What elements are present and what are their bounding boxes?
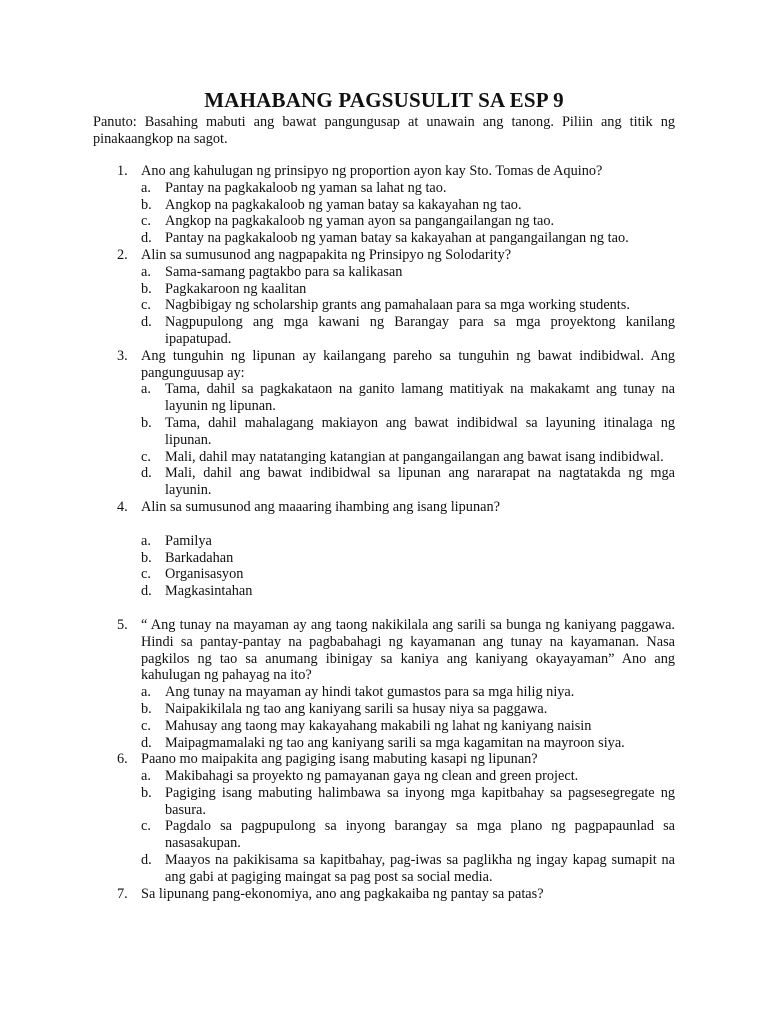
- choice-letter: d.: [141, 734, 152, 751]
- choice-list: [141, 533, 675, 600]
- question-number: 2.: [117, 246, 128, 263]
- choice-text: Mali, dahil may natatanging katangian at pangangailangan ang bawat isang indibidwal.: [165, 448, 664, 465]
- choice-item: [141, 550, 675, 567]
- choice-item: [141, 230, 675, 247]
- choice-text: Barkadahan: [165, 549, 234, 566]
- choice-letter: a.: [141, 179, 151, 196]
- choice-letter: c.: [141, 448, 151, 465]
- choice-item: [141, 465, 675, 499]
- choice-item: [141, 684, 675, 701]
- choice-letter: b.: [141, 700, 152, 717]
- question-item: [0, 751, 768, 885]
- choice-text: Mahusay ang taong may kakayahang makabili ng lahat ng kaniyang naisin: [165, 717, 592, 734]
- question-item: [0, 348, 768, 499]
- choice-list: [141, 180, 675, 247]
- choice-item: [141, 197, 675, 214]
- choice-letter: d.: [141, 314, 152, 331]
- choice-letter: b.: [141, 196, 152, 213]
- choice-letter: b.: [141, 784, 152, 801]
- choice-letter: c.: [141, 213, 151, 230]
- choice-item: [141, 852, 675, 886]
- choice-letter: d.: [141, 583, 152, 600]
- choice-text: Sama-samang pagtakbo para sa kalikasan: [165, 263, 403, 280]
- choice-item: [141, 264, 675, 281]
- choice-letter: a.: [141, 684, 151, 701]
- choice-item: [141, 701, 675, 718]
- choice-letter: d.: [141, 465, 152, 482]
- choice-text: Pantay na pagkakaloob ng yaman sa lahat ng tao.: [165, 179, 447, 196]
- choice-letter: b.: [141, 414, 152, 431]
- question-text: Alin sa sumusunod ang nagpapakita ng Prinsipyo ng Solodarity?: [141, 246, 512, 263]
- choice-item: [141, 768, 675, 785]
- choice-text: Angkop na pagkakaloob ng yaman ayon sa pangangailangan ng tao.: [165, 213, 555, 230]
- choice-item: [141, 583, 675, 600]
- choice-text: Tama, dahil mahalagang makiayon ang bawat indibidwal sa layuning itinalaga ng lipunan.: [165, 414, 675, 448]
- choice-item: [141, 449, 675, 466]
- question-text: Alin sa sumusunod ang maaaring ihambing ang isang lipunan?: [141, 498, 500, 515]
- choice-item: [141, 818, 675, 852]
- choice-text: Tama, dahil sa pagkakataon na ganito lamang matitiyak na makakamt ang tunay na layunin ng lipunan.: [165, 381, 675, 415]
- question-number: 6.: [117, 751, 128, 768]
- choice-text: Maayos na pakikisama sa kapitbahay, pag-iwas sa paglikha ng ingay kapag sumapit na ang gabi at pagiging maingat sa pag post sa social media.: [165, 852, 675, 885]
- question-text: Sa lipunang pang-ekonomiya, ano ang pagkakaiba ng pantay sa patas?: [141, 885, 544, 902]
- choice-text: Pagdalo sa pagpupulong sa inyong barangay sa mga plano ng pagpapaunlad sa nasasakupan.: [165, 818, 675, 852]
- question-item: [0, 499, 768, 600]
- question-text: Ang tunguhin ng lipunan ay kailangang pareho sa tunguhin ng bawat indibidwal. Ang pangunguusap ay:: [141, 347, 675, 381]
- question-item: [0, 886, 768, 903]
- choice-text: Pamilya: [165, 532, 212, 549]
- choice-list: [141, 768, 675, 886]
- question-item: [0, 617, 768, 751]
- choice-item: [141, 180, 675, 197]
- choice-text: Nagbibigay ng scholarship grants ang pamahalaan para sa mga working students.: [165, 297, 630, 314]
- choice-list: [141, 264, 675, 348]
- question-item: [0, 163, 768, 247]
- choice-item: [141, 718, 675, 735]
- choice-text: Maipagmamalaki ng tao ang kaniyang sarili sa mga kagamitan na mayroon siya.: [165, 734, 625, 751]
- instructions: Panuto: Basahing mabuti ang bawat pangungusap at unawain ang tanong. Piliin ang titik ng pinakaangkop na sagot.: [93, 114, 675, 147]
- choice-item: [141, 533, 675, 550]
- choice-item: [141, 213, 675, 230]
- choice-text: Makibahagi sa proyekto ng pamayanan gaya ng clean and green project.: [165, 768, 579, 785]
- choice-text: Nagpupulong ang mga kawani ng Barangay para sa mga proyektong kanilang ipapatupad.: [165, 314, 675, 347]
- choice-item: [141, 314, 675, 348]
- choice-text: Mali, dahil ang bawat indibidwal sa lipunan ang nararapat na nagtatakda ng mga layunin.: [165, 465, 675, 499]
- choice-item: [141, 735, 675, 752]
- question-number: 1.: [117, 163, 128, 179]
- choice-text: Pagkakaroon ng kaalitan: [165, 280, 307, 297]
- question-number: 5.: [117, 616, 128, 633]
- question-text: Ano ang kahulugan ng prinsipyo ng proportion ayon kay Sto. Tomas de Aquino?: [141, 163, 603, 179]
- choice-text: Pantay na pagkakaloob ng yaman batay sa kakayahan at pangangailangan ng tao.: [165, 230, 629, 247]
- question-text: “ Ang tunay na mayaman ay ang taong nakikilala ang sarili sa bunga ng kaniyang paggawa. Hindi sa pantay-pantay na pagbabahagi ng kayamanan ang tunay na kayamanan. Nasa pagkilos ng tao sa anumang ibinigay sa kaniya ang kaniyang okayayaman” Ano ang kahulugan ng pahayag na ito?: [141, 616, 675, 684]
- choice-letter: a.: [141, 768, 151, 785]
- choice-text: Angkop na pagkakaloob ng yaman batay sa kakayahan ng tao.: [165, 196, 522, 213]
- choice-letter: a.: [141, 263, 151, 280]
- choice-letter: c.: [141, 566, 151, 583]
- question-number: 4.: [117, 498, 128, 515]
- choice-item: [141, 415, 675, 449]
- choice-item: [141, 297, 675, 314]
- choice-text: Naipakikilala ng tao ang kaniyang sarili sa husay niya sa paggawa.: [165, 700, 548, 717]
- question-number: 3.: [117, 347, 128, 364]
- choice-letter: b.: [141, 280, 152, 297]
- choice-item: [141, 566, 675, 583]
- choice-letter: a.: [141, 532, 151, 549]
- choice-item: [141, 381, 675, 415]
- choice-text: Ang tunay na mayaman ay hindi takot gumastos para sa mga hilig niya.: [165, 684, 575, 701]
- question-item: [0, 247, 768, 348]
- choice-letter: d.: [141, 230, 152, 247]
- choice-letter: c.: [141, 818, 151, 835]
- choice-letter: b.: [141, 549, 152, 566]
- choice-letter: c.: [141, 717, 151, 734]
- choice-text: Magkasintahan: [165, 583, 253, 600]
- question-text: Paano mo maipakita ang pagiging isang mabuting kasapi ng lipunan?: [141, 751, 538, 768]
- document-title: MAHABANG PAGSUSULIT SA ESP 9: [204, 88, 564, 112]
- choice-item: [141, 785, 675, 819]
- choice-list: [141, 684, 675, 751]
- choice-letter: c.: [141, 297, 151, 314]
- choice-item: [141, 281, 675, 298]
- question-list: [0, 163, 768, 902]
- choice-letter: a.: [141, 381, 151, 398]
- choice-text: Pagiging isang mabuting halimbawa sa inyong mga kapitbahay sa pagsesegregate ng basura.: [165, 784, 675, 818]
- choice-list: [141, 381, 675, 499]
- question-number: 7.: [117, 885, 128, 902]
- choice-letter: d.: [141, 852, 152, 869]
- choice-text: Organisasyon: [165, 566, 244, 583]
